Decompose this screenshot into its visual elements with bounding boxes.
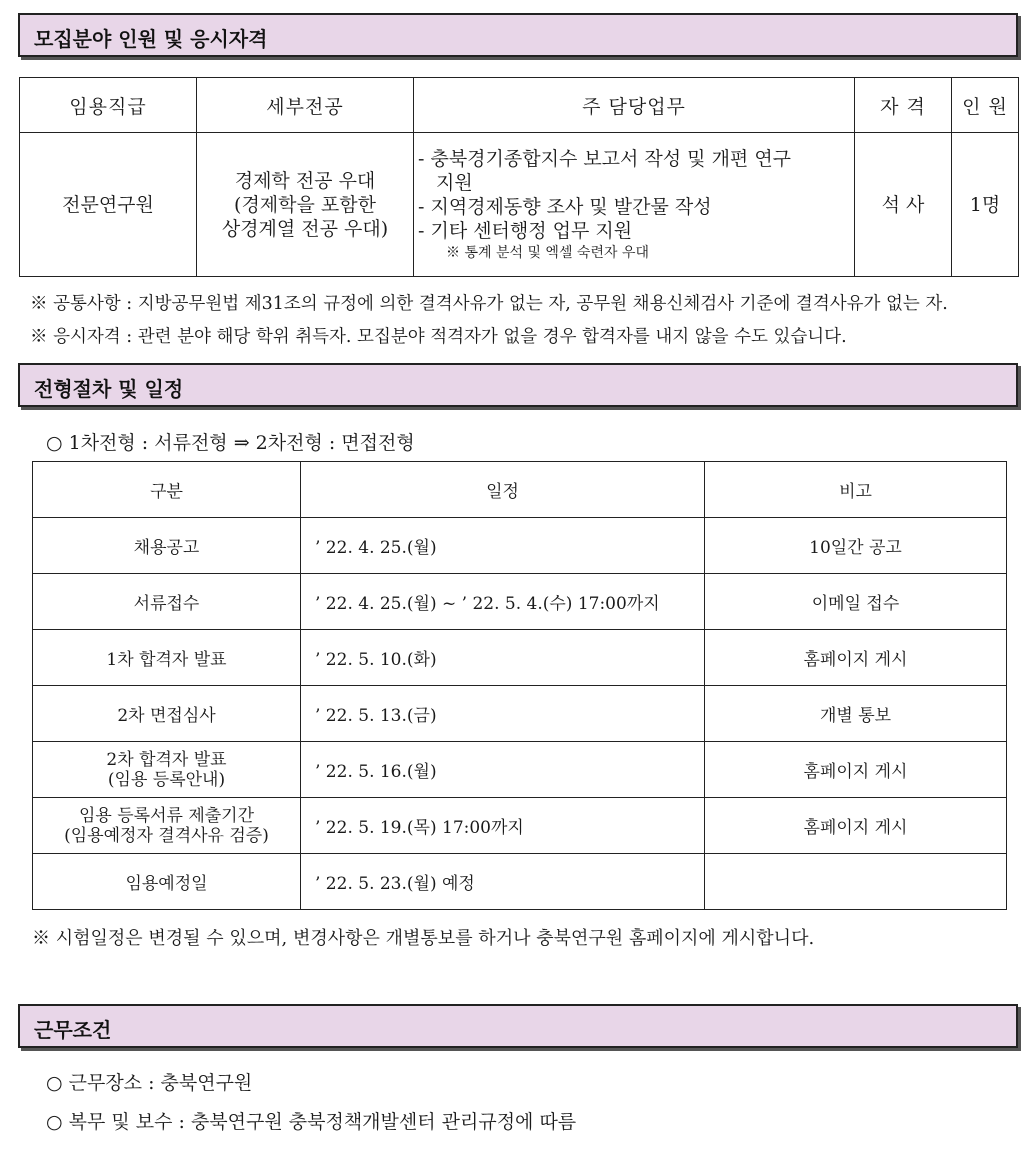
cell-date: ’ 22. 5. 16.(월) [301, 742, 705, 798]
cell-qualification: 석 사 [855, 133, 952, 277]
cell-duties [414, 133, 855, 277]
duty-note: ※ 통계 분석 및 엑셀 숙련자 우대 [446, 244, 649, 261]
section-title: 전형절차 및 일정 [34, 377, 184, 401]
header-headcount: 인 원 [952, 78, 1019, 133]
major-line: 경제학 전공 우대 [234, 169, 376, 192]
cell-remark: 이메일 접수 [705, 574, 1007, 630]
duty-line: - 기타 센터행정 업무 지원 [418, 219, 633, 242]
stage-line: 임용 등록서류 제출기간 [78, 805, 255, 826]
stage-subline: (임용예정자 결격사유 검증) [64, 825, 269, 846]
duty-line: - 충북경기종합지수 보고서 작성 및 개편 연구 [418, 147, 792, 170]
duty-line: - 지역경제동향 조사 및 발간물 작성 [418, 195, 712, 218]
recruitment-table [19, 77, 1019, 277]
cell-remark: 개별 통보 [705, 686, 1007, 742]
cell-stage: 채용공고 [33, 518, 301, 574]
cell-stage: 2차 면접심사 [33, 686, 301, 742]
header-date: 일정 [301, 462, 705, 518]
table-row [33, 686, 1007, 742]
cell-date: ’ 22. 4. 25.(월) [301, 518, 705, 574]
section-header-schedule [18, 363, 1018, 407]
cell-remark [705, 854, 1007, 910]
table-row [33, 630, 1007, 686]
process-summary: ○ 1차전형 : 서류전형 ⇒ 2차전형 : 면접전형 [46, 432, 415, 454]
cell-remark: 홈페이지 게시 [705, 742, 1007, 798]
cell-stage [33, 798, 301, 854]
work-pay: ○ 복무 및 보수 : 충북연구원 충북정책개발센터 관리규정에 따름 [46, 1111, 577, 1133]
header-major: 세부전공 [197, 78, 414, 133]
cell-remark: 10일간 공고 [705, 518, 1007, 574]
cell-date: ’ 22. 5. 10.(화) [301, 630, 705, 686]
cell-remark: 홈페이지 게시 [705, 630, 1007, 686]
cell-date: ’ 22. 5. 13.(금) [301, 686, 705, 742]
header-rank: 임용직급 [20, 78, 197, 133]
cell-date: ’ 22. 4. 25.(월) ~ ’ 22. 5. 4.(수) 17:00까지 [301, 574, 705, 630]
stage-line: 2차 합격자 발표 [106, 749, 227, 770]
cell-date: ’ 22. 5. 19.(목) 17:00까지 [301, 798, 705, 854]
common-requirements-note: ※ 공통사항 : 지방공무원법 제31조의 규정에 의한 결격사유가 없는 자, 공무원 채용신체검사 기준에 결격사유가 없는 자. [30, 294, 948, 314]
stage-subline: (임용 등록안내) [107, 769, 226, 790]
major-line: 상경계열 전공 우대) [221, 217, 389, 240]
table-row [33, 798, 1007, 854]
cell-headcount: 1명 [952, 133, 1019, 277]
header-stage: 구분 [33, 462, 301, 518]
section-header-working-conditions [18, 1004, 1018, 1048]
cell-stage: 서류접수 [33, 574, 301, 630]
cell-remark: 홈페이지 게시 [705, 798, 1007, 854]
section-title: 모집분야 인원 및 응시자격 [34, 27, 268, 51]
cell-stage: 임용예정일 [33, 854, 301, 910]
header-qualification: 자 격 [855, 78, 952, 133]
table-header-row [20, 78, 1019, 133]
table-header-row [33, 462, 1007, 518]
cell-rank: 전문연구원 [20, 133, 197, 277]
section-title: 근무조건 [34, 1018, 112, 1042]
table-row [20, 133, 1019, 277]
major-line: (경제학을 포함한 [234, 193, 376, 216]
table-row [33, 742, 1007, 798]
section-header-recruitment [18, 13, 1018, 57]
work-location: ○ 근무장소 : 충북연구원 [46, 1072, 253, 1094]
cell-date: ’ 22. 5. 23.(월) 예정 [301, 854, 705, 910]
cell-stage: 1차 합격자 발표 [33, 630, 301, 686]
cell-major [197, 133, 414, 277]
header-duties: 주 담당업무 [414, 78, 855, 133]
header-remark: 비고 [705, 462, 1007, 518]
eligibility-note: ※ 응시자격 : 관련 분야 해당 학위 취득자. 모집분야 적격자가 없을 경우 합격자를 내지 않을 수도 있습니다. [30, 327, 847, 347]
table-row [33, 574, 1007, 630]
schedule-table [32, 461, 1007, 910]
table-row [33, 518, 1007, 574]
schedule-footnote: ※ 시험일정은 변경될 수 있으며, 변경사항은 개별통보를 하거나 충북연구원 홈페이지에 게시합니다. [32, 928, 815, 949]
cell-stage [33, 742, 301, 798]
duty-line: 지원 [436, 171, 473, 194]
table-row [33, 854, 1007, 910]
